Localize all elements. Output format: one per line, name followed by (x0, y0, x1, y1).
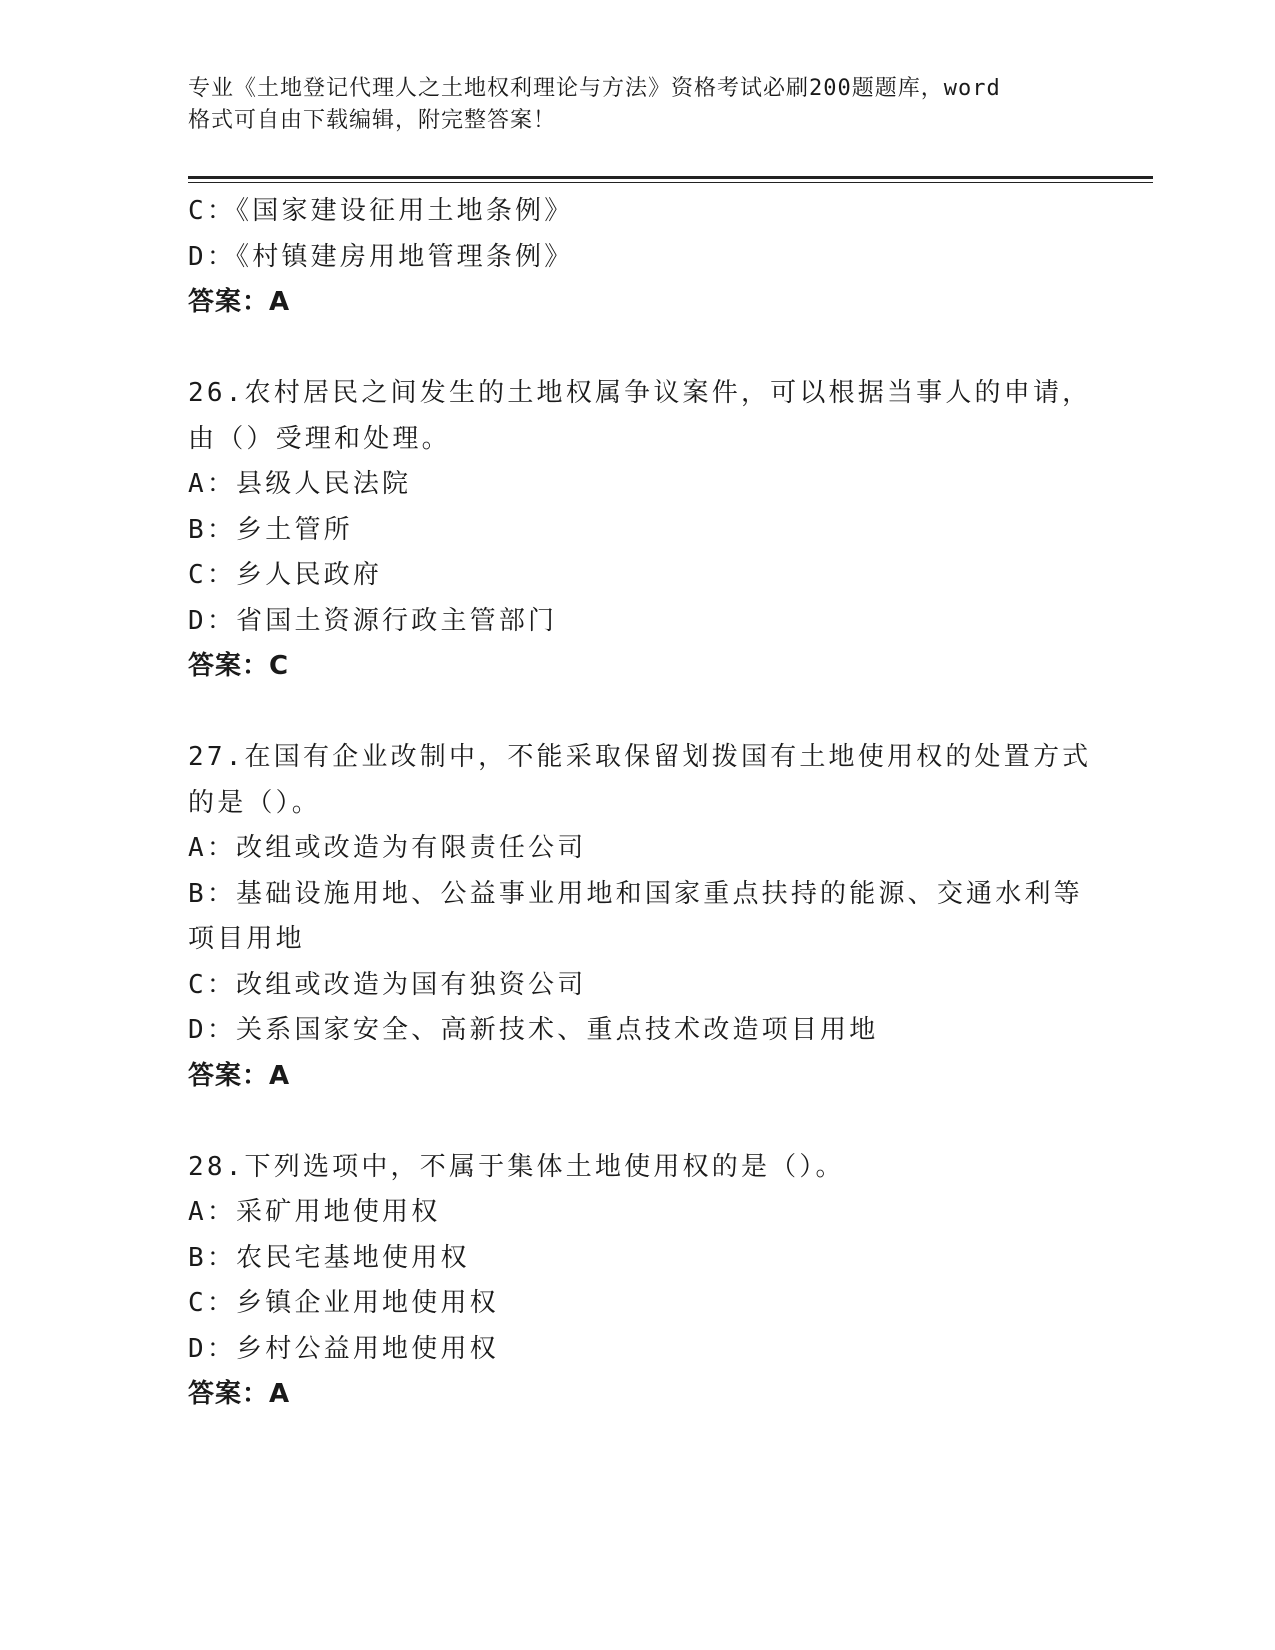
option-b: B：农民宅基地使用权 (188, 1242, 470, 1273)
spacer (188, 1099, 1088, 1145)
question-stem: 26.农村居民之间发生的土地权属争议案件，可以根据当事人的申请， (188, 378, 1092, 408)
answer: 答案：C (188, 651, 290, 681)
question-stem-cont: 的是（）。 (188, 787, 322, 818)
question-28 (188, 1145, 1088, 1418)
spacer (188, 690, 1088, 736)
header-rule-thick (188, 176, 1153, 179)
option-d: D：关系国家安全、高新技术、重点技术改造项目用地 (188, 1015, 879, 1045)
option-a: A：县级人民法院 (188, 469, 412, 499)
option-c: C：乡人民政府 (188, 560, 383, 590)
answer: 答案：A (188, 1379, 291, 1409)
question-list (188, 189, 1092, 1418)
option-a: A：采矿用地使用权 (188, 1197, 441, 1227)
question-27 (188, 735, 1092, 1099)
question-25 (188, 189, 1088, 326)
header-line-2: 格式可自由下载编辑，附完整答案！ (188, 108, 557, 133)
option-c: C：改组或改造为国有独资公司 (188, 969, 587, 1000)
option-d: D：《村镇建房用地管理条例》 (188, 241, 574, 272)
option-d: D：省国土资源行政主管部门 (188, 605, 558, 636)
option-a: A：改组或改造为有限责任公司 (188, 833, 587, 863)
page-header (188, 73, 1068, 137)
option-d: D：乡村公益用地使用权 (188, 1333, 499, 1364)
header-line-1: 专业《土地登记代理人之土地权利理论与方法》资格考试必刷200题题库，word (188, 76, 1001, 101)
option-b: B：乡土管所 (188, 514, 353, 545)
answer: 答案：A (188, 1060, 291, 1091)
option-c: C：乡镇企业用地使用权 (188, 1288, 499, 1318)
spacer (188, 326, 1088, 372)
question-stem-cont: 由（）受理和处理。 (188, 423, 451, 454)
header-rule-thin (188, 182, 1153, 183)
question-stem: 27.在国有企业改制中，不能采取保留划拨国有土地使用权的处置方式 (188, 742, 1092, 772)
question-stem: 28.下列选项中，不属于集体土地使用权的是（）。 (188, 1151, 845, 1182)
option-c: C：《国家建设征用土地条例》 (188, 196, 574, 226)
question-26 (188, 371, 1092, 690)
answer: 答案：A (188, 287, 291, 317)
option-b: B：基础设施用地、公益事业用地和国家重点扶持的能源、交通水利等 (188, 878, 1083, 909)
option-b-cont: 项目用地 (188, 924, 305, 954)
